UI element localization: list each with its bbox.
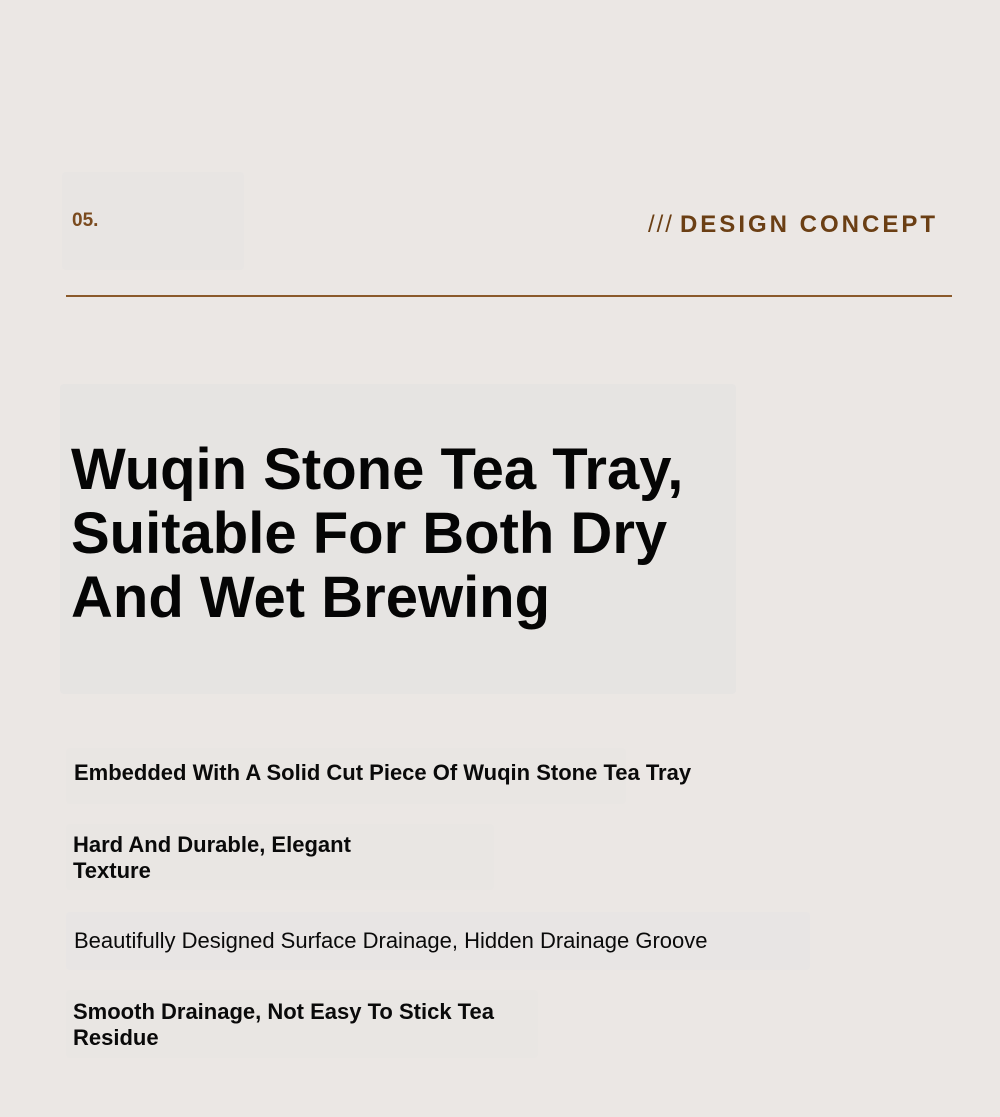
page-title [71,438,731,630]
section-label [648,211,938,239]
feature-text: Residue [73,1025,159,1050]
feature-text: Hard And Durable, Elegant [73,832,351,857]
page-title-line: And Wet Brewing [71,565,551,630]
feature-surface-drainage [74,928,814,954]
feature-smooth-drainage [73,999,543,1051]
feature-embedded-stone [74,760,794,786]
section-label-text: DESIGN CONCEPT [679,211,938,238]
section-number: 05. [72,210,99,231]
page-title-line: Wuqin Stone Tea Tray, [71,437,684,502]
feature-text: Smooth Drainage, Not Easy To Stick Tea [73,999,494,1024]
feature-text: Embedded With A Solid Cut Piece Of Wuqin Stone Tea Tray [74,760,692,785]
feature-text: Texture [73,858,151,883]
feature-text: Beautifully Designed Surface Drainage, Hidden Drainage Groove [74,928,708,953]
header-divider [66,295,952,297]
section-label-slashes: /// [647,211,674,238]
page-title-line: Suitable For Both Dry [71,501,668,566]
feature-durable-texture [73,832,433,884]
